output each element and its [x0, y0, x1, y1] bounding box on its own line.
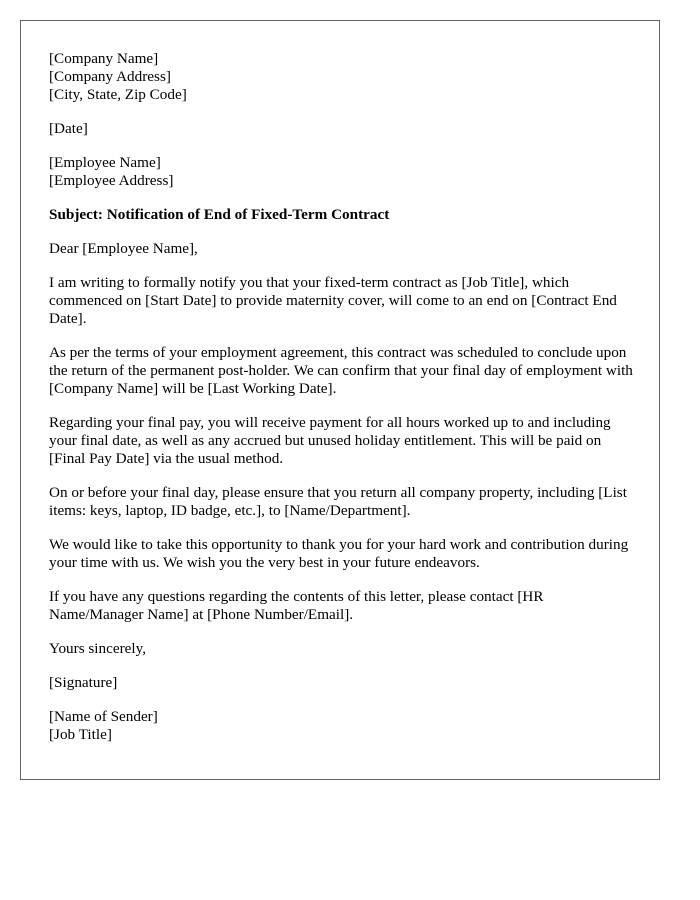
closing: Yours sincerely,	[49, 640, 147, 657]
body-paragraph-final-day: As per the terms of your employment agreement, this contract was scheduled to conclude upon the return of the permanent post-holder. We can confirm that your final day of employment with [Company Name] will be [Last Working Date].	[49, 344, 633, 397]
letter-date: [Date]	[49, 120, 88, 137]
recipient-address-block	[49, 154, 639, 190]
body-paragraph-company-property: On or before your final day, please ensure that you return all company property, including [List items: keys, laptop, ID badge, etc.], to [Name/Department].	[49, 484, 627, 519]
company-address: [Company Address]	[49, 68, 171, 85]
signature-placeholder: [Signature]	[49, 674, 118, 691]
letter-subject: Subject: Notification of End of Fixed-Term Contract	[49, 206, 390, 223]
sender-name: [Name of Sender]	[49, 708, 158, 725]
signoff-block	[49, 708, 639, 744]
body-paragraph-contract-end: I am writing to formally notify you that your fixed-term contract as [Job Title], which commenced on [Start Date] to provide maternity cover, will come to an end on [Contract End Date].	[49, 274, 617, 327]
body-paragraph-questions: If you have any questions regarding the contents of this letter, please contact [HR Name/Manager Name] at [Phone Number/Email].	[49, 588, 544, 623]
city-state-zip: [City, State, Zip Code]	[49, 86, 187, 103]
employee-name: [Employee Name]	[49, 154, 161, 171]
company-name: [Company Name]	[49, 50, 159, 67]
sender-address-block	[49, 50, 639, 104]
body-paragraph-thanks: We would like to take this opportunity to thank you for your hard work and contribution during your time with us. We wish you the very best in your future endeavors.	[49, 536, 629, 571]
employee-address: [Employee Address]	[49, 172, 174, 189]
letter-document	[20, 20, 660, 780]
sender-job-title: [Job Title]	[49, 726, 112, 743]
body-paragraph-final-pay: Regarding your final pay, you will receive payment for all hours worked up to and including your final date, as well as any accrued but unused holiday entitlement. This will be paid on [Final Pay Date] via the usual method.	[49, 414, 611, 467]
salutation: Dear [Employee Name],	[49, 240, 198, 257]
